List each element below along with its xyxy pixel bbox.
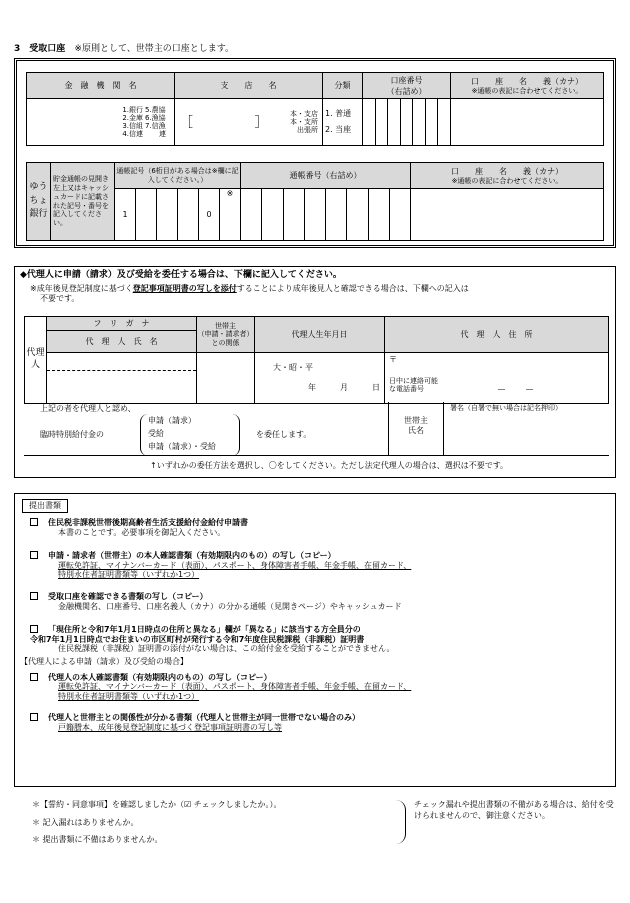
account-type-current: 2. 当座 [325, 125, 352, 134]
bank-type-4: 4.信連 [122, 130, 143, 139]
delegation-row [24, 402, 609, 456]
signature-field[interactable] [444, 414, 609, 456]
bank-type-5: 5.農協 [145, 105, 166, 114]
doc-checkbox-2[interactable] [30, 551, 38, 559]
bank-type-7: 7.信漁 [145, 122, 166, 130]
agent-footer-note: ↑いずれかの委任方法を選択し、〇をしてください。ただし法定代理人の場合は、選択は不要です。 [150, 461, 509, 470]
yucho-num-7[interactable] [368, 189, 389, 241]
agent-name-cell[interactable] [47, 353, 197, 404]
branch-type-1: 本・支店 [290, 109, 318, 118]
check-omissions: ＊ 記入漏れはありませんか。 [32, 817, 139, 827]
agent-note-part3: 不要です。 [40, 293, 80, 303]
contact-label-1: 日中に連絡可能 [389, 376, 438, 385]
account-holder-header-line1: 口 座 名 義（カナ） [471, 76, 583, 86]
contact-label-2: な電話番号 [389, 384, 424, 393]
account-number-header [363, 73, 451, 99]
account-holder-header-note: ※通帳の表記に合わせてください。 [471, 86, 583, 95]
yucho-sign-digit-5[interactable]: 0 [199, 189, 220, 241]
type-header: 分類 [323, 73, 363, 99]
postal-mark: 〒 [389, 355, 397, 364]
relation-header-line2: （申請・請求者） [197, 330, 254, 339]
signature-note: 署名（自署で無い場合は記名押印） [450, 404, 562, 412]
check-consent: ＊【誓約・同意事項】を確認しましたか（☑ チェックしましたか。）。 [32, 800, 282, 809]
agent-doc-item-1 [30, 673, 600, 702]
furigana-header: フ リ ガ ナ [47, 317, 197, 331]
branch-name-header: 支 店 名 [175, 73, 323, 99]
bank-name-cell[interactable] [27, 99, 175, 146]
birthdate-header: 代理人生年月日 [255, 317, 385, 353]
final-checks [32, 800, 392, 845]
doc-item-4-sub: 住民税課税（非課税）証明書の添付がない場合は、この給付金を受給することができません。 [58, 644, 395, 654]
yucho-num-6[interactable] [347, 189, 368, 241]
account-number-header-line1: 口座番号 [390, 75, 423, 85]
option-apply[interactable]: 申請（請求） [148, 416, 196, 425]
section3-note: ※原則として、世帯主の口座とします。 [74, 44, 235, 54]
yucho-num-2[interactable] [262, 189, 283, 241]
doc-checkbox-1[interactable] [30, 518, 38, 526]
option-receive[interactable]: 受給 [148, 429, 164, 438]
bank-type-6: 6.漁協 [145, 113, 166, 122]
account-number-cells[interactable] [363, 99, 451, 146]
bank-table [26, 72, 604, 146]
yucho-number-header: 通帳番号（右詰め） [241, 163, 411, 189]
account-type-ordinary: 1. 普通 [325, 109, 352, 119]
doc-item-2 [30, 551, 600, 580]
phone-dashes: ― ― [498, 384, 533, 393]
household-head-label-line1: 世帯主 [404, 416, 428, 425]
doc-checkbox-3[interactable] [30, 592, 38, 600]
doc-item-1-sub: 本書のことです。必要事項を御記入ください。 [58, 527, 226, 537]
yucho-description: 貯金通帳の見開き左上又はキャッシュカードに記載された記号・番号を記入してください。 [51, 163, 115, 241]
bracket-close-icon: ］ [254, 114, 269, 131]
yucho-sign-digit-3[interactable] [157, 189, 178, 241]
bank-type-3: 3.信組 [122, 122, 143, 130]
birthdate-cell[interactable] [255, 353, 385, 404]
agent-note-part2: することにより成年後見人と確認できる場合は、下欄への記入は [236, 284, 469, 293]
yucho-num-1[interactable] [241, 189, 262, 241]
birthdate-era: 大・昭・平 [273, 363, 313, 373]
agent-doc-item-1-sub: 運転免許証、マイナンバーカード（表面）、パスポート、身体障害者手帳、年金手帳、在留カード、 [58, 682, 412, 692]
yucho-holder-cell[interactable] [411, 189, 604, 241]
yucho-num-4[interactable] [304, 189, 325, 241]
agent-doc-item-2 [30, 713, 600, 732]
doc-item-4 [30, 625, 600, 654]
agent-name-header: 代 理 人 氏 名 [47, 331, 197, 353]
yucho-mark: ※ [226, 189, 234, 198]
doc-item-1-title: 住民税非課税世帯後期高齢者生活支援給付金給付申請書 [48, 518, 248, 527]
agent-doc-item-1-title: 代理人の本人確認書類（有効期限内のもの）の写し（コピー） [48, 672, 272, 682]
delegation-text-3: を委任します。 [256, 430, 312, 439]
yucho-table [26, 162, 604, 241]
delegation-text-2: 臨時特別給付金の [40, 430, 104, 439]
option-apply-receive[interactable]: 申請（請求）・受給 [148, 442, 216, 451]
bank-type-1: 1.銀行 [122, 105, 143, 114]
yucho-label: ゆうちょ銀行 [27, 163, 51, 241]
delegation-text-1: 上記の者を代理人と認め、 [40, 404, 136, 413]
account-holder-header [451, 73, 604, 99]
doc-item-1 [30, 518, 600, 537]
account-type-cell[interactable] [323, 99, 363, 146]
yucho-num-3[interactable] [283, 189, 304, 241]
doc-item-2-sub: 運転免許証、マイナンバーカード（表面）、パスポート、身体障害者手帳、年金手帳、在留カード、 [58, 560, 412, 570]
bank-type-2: 2.金庫 [122, 113, 143, 122]
birthdate-ymd: 年 月 日 [308, 383, 380, 392]
yucho-sign-digit-6[interactable] [220, 189, 241, 241]
agent-note-part1: ※成年後見登記制度に基づく [30, 284, 133, 293]
documents-list [20, 518, 600, 733]
agent-heading: ◆代理人に申請（請求）及び受給を委任する場合は、下欄に記入してください。 [20, 270, 342, 280]
account-number-header-line2: （右詰め） [386, 86, 427, 96]
branch-type-3: 出張所 [297, 126, 318, 135]
relation-cell[interactable] [197, 353, 255, 404]
doc-item-3-sub: 金融機関名、口座番号、口座名義人（カナ）の分かる通帳（見開きページ）やキャッシュカード [58, 601, 402, 611]
account-holder-cell[interactable] [451, 99, 604, 146]
agent-doc-item-2-title: 代理人と世帯主との関係性が分かる書類（代理人と世帯主が同一世帯でない場合のみ） [48, 713, 360, 723]
yucho-holder-header-line1: 口 座 名 義（カナ） [451, 166, 563, 176]
doc-item-4-title: 「現住所と令和7年1月1日時点の住所と異なる」欄が「異なる」に該当する方全員分の [48, 625, 361, 635]
address-header: 代 理 人 住 所 [385, 317, 609, 353]
checks-warning: チェック漏れや提出書類の不備がある場合は、給付を受けられませんので、御注意ください。 [414, 800, 614, 820]
bank-name-header: 金 融 機 関 名 [27, 73, 175, 99]
relation-header [197, 317, 255, 353]
bracket-open-icon: ［ [179, 114, 193, 131]
yucho-num-8[interactable] [389, 189, 410, 241]
relation-header-line3: との関係 [211, 338, 240, 347]
yucho-sign-header: 通帳記号（6桁目がある場合は※欄に記入してください。） [115, 163, 241, 189]
relation-header-line1: 世帯主 [215, 322, 236, 331]
yucho-sign-digit-2[interactable] [136, 189, 157, 241]
doc-checkbox-4[interactable] [30, 625, 38, 633]
household-head-label-line2: 氏名 [408, 425, 424, 435]
agent-side-label: 代理人 [25, 317, 47, 404]
yucho-holder-header-note: ※通帳の表記に合わせてください。 [451, 176, 563, 185]
section3-title-text: 3 受取口座 [14, 44, 66, 54]
agent-note-underlined: 登記事項証明書の写しを添付 [132, 284, 237, 293]
bank-type-8: 連 [145, 130, 166, 139]
agent-doc-checkbox-1[interactable] [30, 673, 38, 681]
agent-table [24, 316, 609, 404]
doc-item-4-title2: 令和7年1月1日時点でお住まいの市区町村が発行する令和7年度住民税課税（非課税）証明書 [30, 634, 365, 644]
doc-item-2-title: 申請・請求者（世帯主）の本人確認書類（有効期限内のもの）の写し（コピー） [48, 551, 336, 561]
documents-title: 提出書類 [22, 499, 68, 513]
agent-doc-checkbox-2[interactable] [30, 713, 38, 721]
agent-note [30, 284, 600, 303]
yucho-holder-header [411, 163, 604, 189]
yucho-sign-digit-1[interactable]: 1 [115, 189, 136, 241]
branch-type-2: 本・支所 [290, 117, 318, 126]
household-head-label [388, 402, 444, 456]
doc-item-3-title: 受取口座を確認できる書類の写し（コピー） [48, 591, 208, 601]
agent-doc-item-2-sub: 戸籍謄本、成年後見登記制度に基づく登記事項証明書の写し等 [58, 722, 282, 732]
yucho-num-5[interactable] [326, 189, 347, 241]
doc-item-3 [30, 592, 600, 611]
checks-bracket [396, 800, 406, 844]
branch-name-cell[interactable] [175, 99, 323, 146]
doc-item-2-sub2: 特別永住者証明書類等（いずれか1つ） [58, 570, 200, 580]
agent-doc-item-1-sub2: 特別永住者証明書類等（いずれか1つ） [58, 691, 200, 701]
yucho-sign-digit-4[interactable] [178, 189, 199, 241]
section3-title [14, 44, 234, 55]
agent-case-heading: 【代理人による申請（請求）及び受給の場合】 [20, 656, 188, 666]
address-cell[interactable] [385, 353, 609, 404]
check-documents: ＊ 提出書類に不備はありませんか。 [32, 835, 163, 845]
